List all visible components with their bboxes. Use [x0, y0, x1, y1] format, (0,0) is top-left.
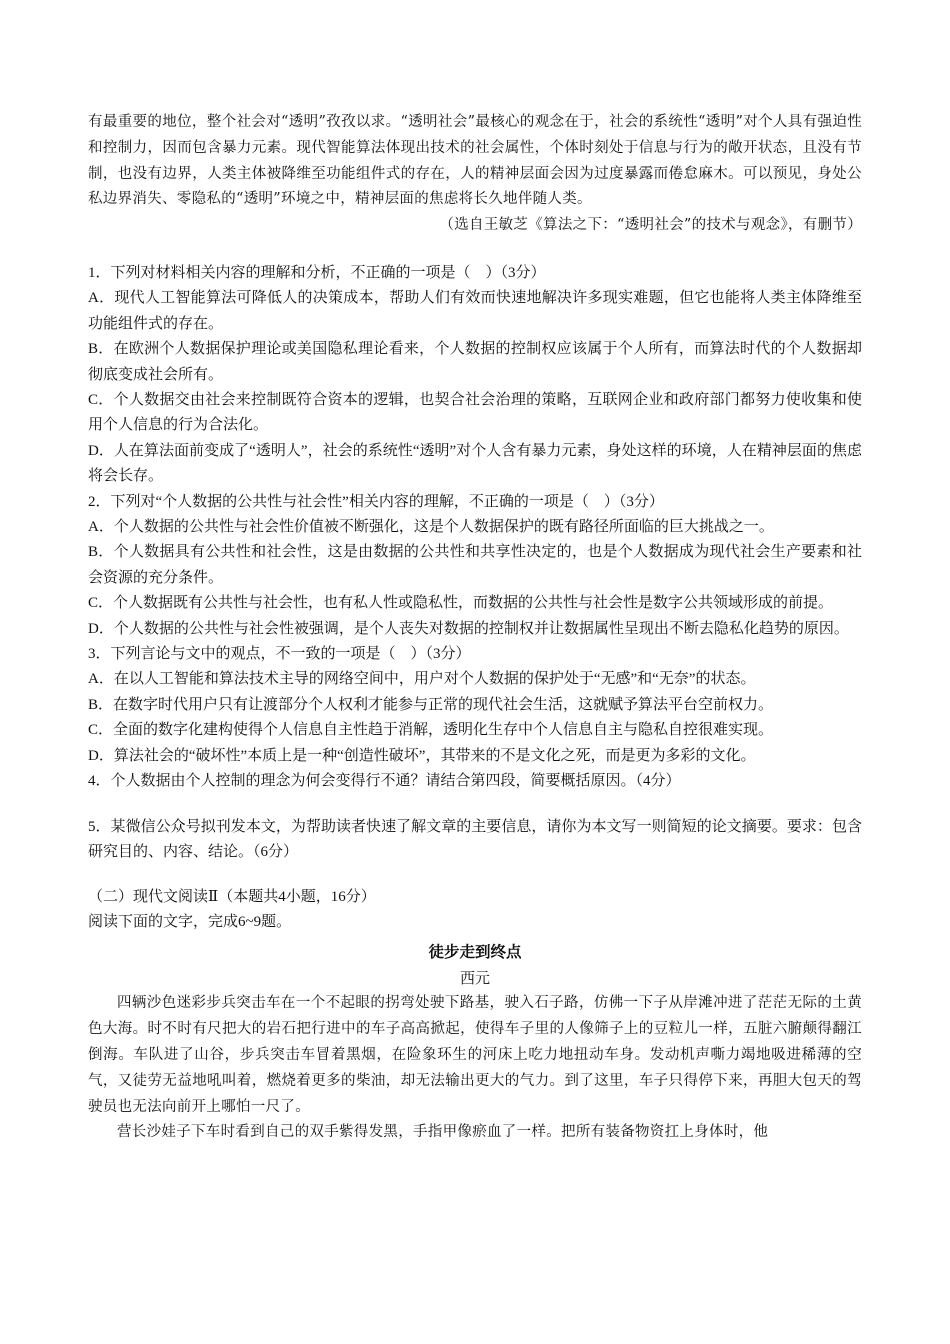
question-1-option-c: C．个人数据交由社会来控制既符合资本的逻辑，也契合社会治理的策略，互联网企业和政府部门都努力使收集和使用个人信息的行为合法化。	[88, 392, 862, 434]
section-2-instruction: 阅读下面的文字，完成6~9题。	[88, 914, 292, 931]
question-3-option-d: D．算法社会的“破坏性”本质上是一种“创造性破坏”，其带来的不是文化之死，而是更为多彩的文化。	[88, 747, 756, 764]
question-2-stem: 2．下列对“个人数据的公共性与社会性”相关内容的理解，不正确的一项是（ ）（3分）	[88, 493, 664, 510]
question-1-option-d: D．人在算法面前变成了“透明人”，社会的系统性“透明”对个人含有暴力元素，身处这样的环境，人在精神层面的焦虑将会长存。	[88, 442, 862, 485]
passage-source: （选自王敏芝《算法之下：“透明社会”的技术与观念》，有删节）	[439, 217, 862, 234]
question-1-stem: 1．下列对材料相关内容的理解和分析，不正确的一项是（ ）（3分）	[88, 264, 546, 281]
question-4-stem: 4．个人数据由个人控制的理念为何会变得行不通？请结合第四段，简要概括原因。（4分）	[88, 773, 681, 790]
question-1-option-a: A．现代人工智能算法可降低人的决策成本，帮助人们有效而快速地解决许多现实难题，但它也能将人类主体降维至功能组件式的存在。	[88, 290, 862, 332]
question-5-stem: 5．某微信公众号拟刊发本文，为帮助读者快速了解文章的主要信息，请你为本文写一则简短的论文摘要。要求：包含研究目的、内容、结论。（6分）	[88, 818, 862, 860]
question-3	[88, 642, 862, 769]
answer-space	[88, 795, 862, 815]
story-paragraph-1: 四辆沙色迷彩步兵突击车在一个不起眼的拐弯处驶下路基，驶入石子路，仿佛一下子从岸滩冲进了茫茫无际的土黄色大海。时不时有尺把大的岩石把行进中的车子高高掀起，使得车子里的人像筛子上的豆粒儿一样，五脏六腑颠得翻江倒海。车队进了山谷，步兵突击车冒着黑烟，在险象环生的河床上吃力地扭动车身。发动机声嘶力竭地吸进稀薄的空气，又徒劳无益地吼叫着，燃烧着更多的柴油，却无法输出更大的气力。到了这里，车子只得停下来，再胆大包天的驾驶员也无法向前开上哪怕一尺了。	[88, 995, 862, 1115]
question-2-option-b: B．个人数据具有公共性和社会性，这是由数据的公共性和共享性决定的，也是个人数据成为现代社会生产要素和社会资源的充分条件。	[88, 544, 862, 586]
question-4	[88, 769, 862, 794]
story-author: 西元	[459, 969, 490, 988]
question-3-option-b: B．在数字时代用户只有让渡部分个人权利才能参与正常的现代社会生活，这就赋予算法平台空前权力。	[88, 696, 774, 713]
question-2	[88, 490, 862, 642]
question-3-option-c: C．全面的数字化建构使得个人信息自主性趋于消解，透明化生存中个人信息自主与隐私自控很难实现。	[88, 722, 774, 739]
question-3-stem: 3．下列言论与文中的观点，不一致的一项是（ ）（3分）	[88, 646, 471, 663]
question-1	[88, 261, 862, 490]
section-2-heading: （二）现代文阅读Ⅱ（本题共4小题，16分）	[88, 889, 376, 906]
section-2	[88, 885, 862, 1146]
section-spacer	[88, 865, 862, 885]
question-1-option-b: B．在欧洲个人数据保护理论或美国隐私理论看来，个人数据的控制权应该属于个人所有，而算法时代的个人数据却彻底变成社会所有。	[88, 341, 862, 383]
passage-paragraph: 有最重要的地位，整个社会对“透明”孜孜以求。“透明社会”最核心的观念在于，社会的系统性“透明”对个人具有强迫性和控制力，因而包含暴力元素。现代智能算法体现出技术的社会属性，个体时刻处于信息与行为的敞开状态，且没有节制，也没有边界，人类主体被降维至功能组件式的存在，人的精神层面会因为过度暴露而倦怠麻木。可以预见，身处公私边界消失、零隐私的“透明”环境之中，精神层面的焦虑将长久地伴随人类。	[88, 114, 862, 208]
story-title: 徒步走到终点	[428, 942, 522, 962]
question-3-option-a: A．在以人工智能和算法技术主导的网络空间中，用户对个人数据的保护处于“无感”和“无奈”的状态。	[88, 671, 756, 688]
question-2-option-c: C．个人数据既有公共性与社会性，也有私人性或隐私性，而数据的公共性与社会性是数字公共领域形成的前提。	[88, 595, 834, 612]
question-list	[88, 261, 862, 865]
story-paragraph-2: 营长沙娃子下车时看到自己的双手紫得发黑，手指甲像瘀血了一样。把所有装备物资扛上身体时，他	[117, 1124, 769, 1141]
question-2-option-d: D．个人数据的公共性与社会性被强调，是个人丧失对数据的控制权并让数据属性呈现出不断去隐私化趋势的原因。	[88, 620, 849, 637]
question-5	[88, 815, 862, 866]
question-2-option-a: A．个人数据的公共性与社会性价值被不断强化，这是个人数据保护的既有路径所面临的巨大挑战之一。	[88, 519, 774, 536]
